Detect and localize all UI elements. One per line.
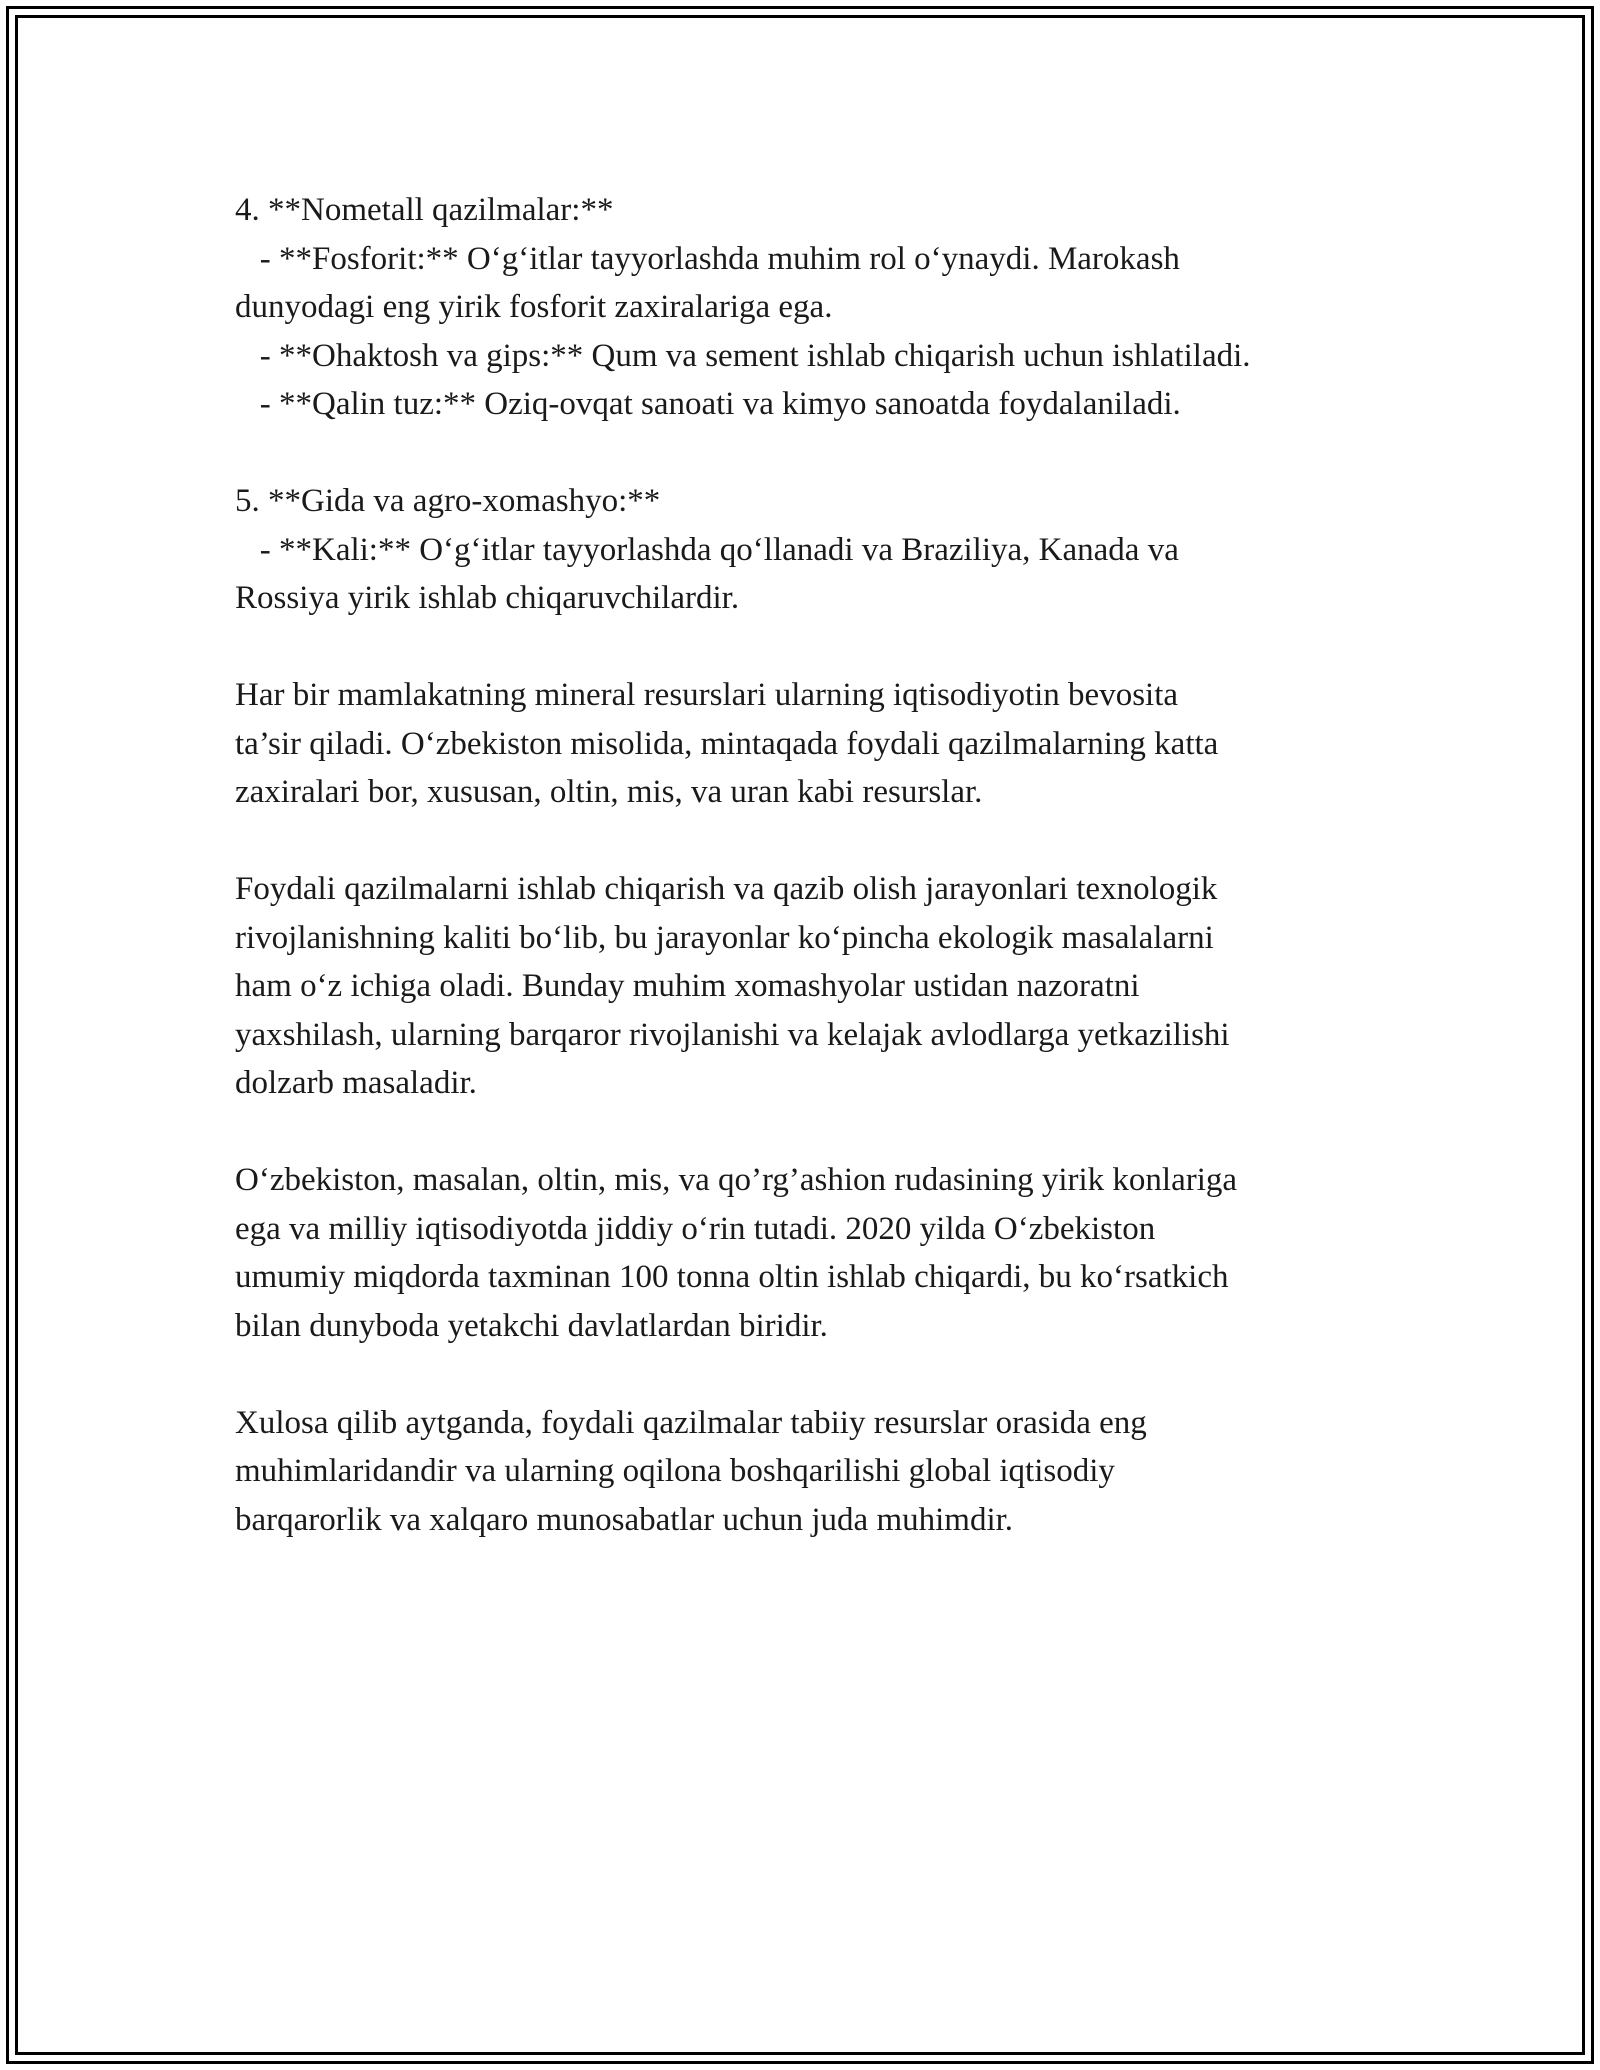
paragraph-conclusion bbox=[235, 1399, 1375, 1545]
list-item-line: - **Qalin tuz:** Oziq-ovqat sanoati va kimyo sanoatda foydalaniladi. bbox=[235, 386, 1181, 422]
section-heading: 5. **Gida va agro-xomashyo:** bbox=[235, 483, 661, 519]
list-item-line: - **Fosforit:** O‘g‘itlar tayyorlashda muhim rol o‘ynaydi. Marokash bbox=[235, 240, 1180, 277]
document-body bbox=[235, 186, 1375, 1544]
section-nonmetal-minerals bbox=[235, 186, 1375, 429]
list-item-line: - **Ohaktosh va gips:** Qum va sement ishlab chiqarish uchun ishlatiladi. bbox=[235, 337, 1251, 374]
paragraph bbox=[235, 671, 1375, 817]
paragraph-gap bbox=[235, 1350, 1375, 1399]
paragraph-line: rivojlanishning kaliti bo‘lib, bu jarayonlar ko‘pincha ekologik masalalarni bbox=[235, 919, 1214, 956]
paragraph-line: barqarorlik va xalqaro munosabatlar uchun juda muhimdir. bbox=[235, 1501, 1014, 1538]
paragraph-line: Har bir mamlakatning mineral resurslari ularning iqtisodiyotin bevosita bbox=[235, 677, 1179, 713]
paragraph-line: Foydali qazilmalarni ishlab chiqarish va qazib olish jarayonlari texnologik bbox=[235, 871, 1218, 907]
paragraph-gap bbox=[235, 1108, 1375, 1157]
paragraph-line: zaxiralari bor, xususan, oltin, mis, va uran kabi resurslar. bbox=[235, 774, 983, 810]
paragraph-gap bbox=[235, 817, 1375, 866]
paragraph-line: ega va milliy iqtisodiyotda jiddiy o‘rin tutadi. 2020 yilda O‘zbekiston bbox=[235, 1210, 1156, 1247]
paragraph-gap bbox=[235, 623, 1375, 672]
section-agro-raw-materials bbox=[235, 477, 1375, 623]
paragraph-line: muhimlaridandir va ularning oqilona boshqarilishi global iqtisodiy bbox=[235, 1453, 1115, 1489]
paragraph-line: Xulosa qilib aytganda, foydali qazilmalar tabiiy resurslar orasida eng bbox=[235, 1404, 1147, 1441]
paragraph bbox=[235, 1156, 1375, 1350]
section-heading: 4. **Nometall qazilmalar:** bbox=[235, 192, 614, 228]
list-item-line: - **Kali:** O‘g‘itlar tayyorlashda qo‘llanadi va Braziliya, Kanada va bbox=[235, 531, 1179, 568]
paragraph-line: bilan dunyboda yetakchi davlatlardan biridir. bbox=[235, 1307, 828, 1344]
paragraph-line: umumiy miqdorda taxminan 100 tonna oltin ishlab chiqardi, bu ko‘rsatkich bbox=[235, 1259, 1229, 1295]
paragraph bbox=[235, 865, 1375, 1108]
paragraph-line: ham o‘z ichiga oladi. Bunday muhim xomashyolar ustidan nazoratni bbox=[235, 968, 1140, 1004]
list-item-line: Rossiya yirik ishlab chiqaruvchilardir. bbox=[235, 580, 740, 616]
paragraph-line: ta’sir qiladi. O‘zbekiston misolida, mintaqada foydali qazilmalarning katta bbox=[235, 725, 1219, 762]
paragraph-line: yaxshilash, ularning barqaror rivojlanishi va kelajak avlodlarga yetkazilishi bbox=[235, 1016, 1230, 1053]
list-item-line: dunyodagi eng yirik fosforit zaxiralariga ega. bbox=[235, 289, 833, 325]
paragraph-line: dolzarb masaladir. bbox=[235, 1065, 477, 1101]
paragraph-line: O‘zbekiston, masalan, oltin, mis, va qo’rg’ashion rudasining yirik konlariga bbox=[235, 1162, 1238, 1198]
paragraph-gap bbox=[235, 429, 1375, 478]
